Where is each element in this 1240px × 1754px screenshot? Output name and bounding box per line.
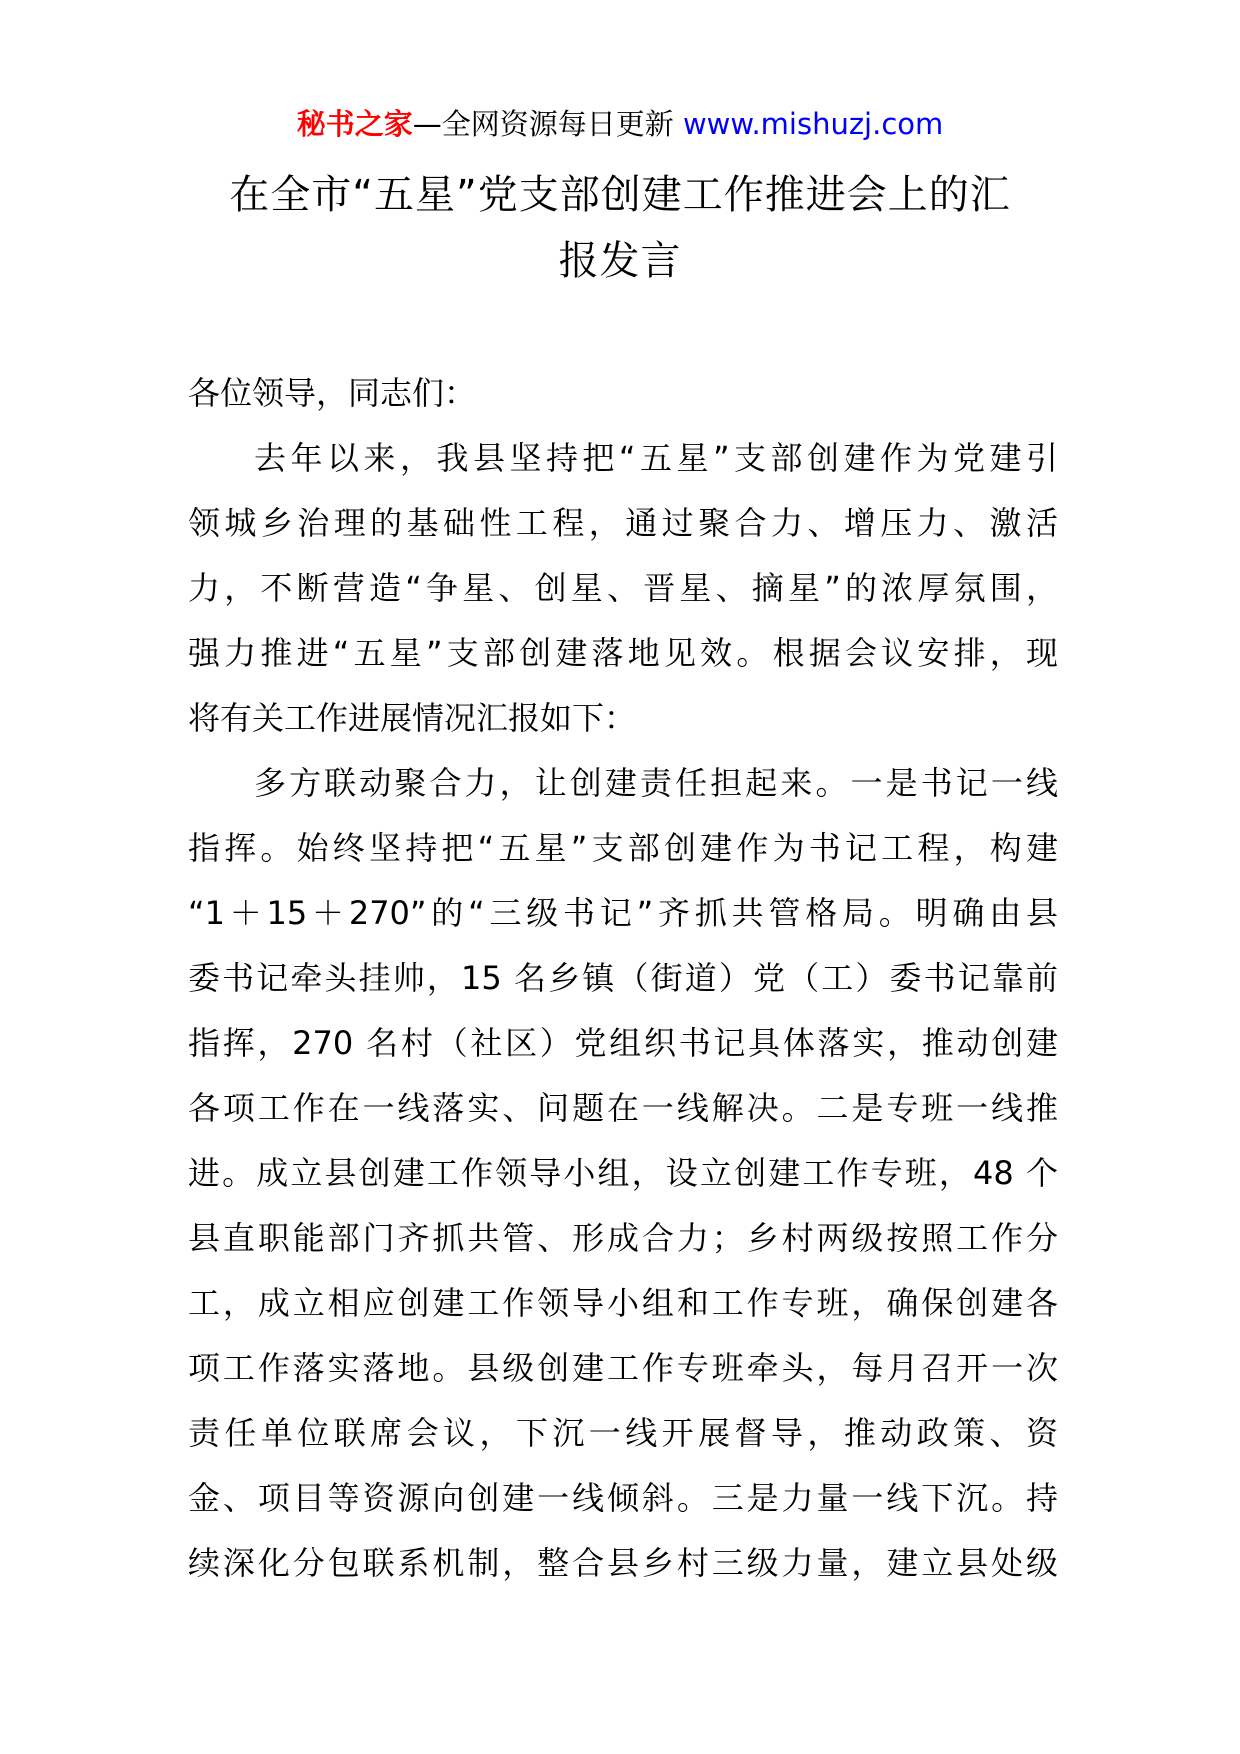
brand-name: 秘书之家 xyxy=(296,107,413,141)
site-header xyxy=(0,104,1240,144)
text-line: 责任单位联席会议，下沉一线开展督导，推动政策、资 xyxy=(188,1414,1058,1452)
text-line: 多方联动聚合力，让创建责任担起来。一是书记一线 xyxy=(254,764,1058,802)
text-line: 工，成立相应创建工作领导小组和工作专班，确保创建各 xyxy=(188,1284,1058,1322)
salutation: 各位领导，同志们： xyxy=(188,374,477,412)
header-slogan: —全网资源每日更新 xyxy=(412,107,674,141)
text-line: 领城乡治理的基础性工程，通过聚合力、增压力、激活 xyxy=(188,504,1058,542)
text-line: 力，不断营造“争星、创星、晋星、摘星”的浓厚氛围， xyxy=(188,569,1058,607)
text-line: 金、项目等资源向创建一线倾斜。三是力量一线下沉。持 xyxy=(188,1479,1058,1517)
text-line: 指挥。始终坚持把“五星”支部创建作为书记工程，构建 xyxy=(188,829,1058,867)
text-line: 将有关工作进展情况汇报如下： xyxy=(188,699,637,737)
document-body xyxy=(188,361,1058,1596)
text-line: 委书记牵头挂帅，15 名乡镇（街道）党（工）委书记靠前 xyxy=(188,959,1058,997)
title-line-2: 报发言 xyxy=(558,238,682,284)
text-line: 指挥，270 名村（社区）党组织书记具体落实，推动创建 xyxy=(188,1024,1058,1062)
text-line: 强力推进“五星”支部创建落地见效。根据会议安排，现 xyxy=(188,634,1058,672)
text-line: 续深化分包联系机制，整合县乡村三级力量，建立县处级 xyxy=(188,1544,1058,1582)
website-link[interactable]: www.mishuzj.com xyxy=(682,107,944,141)
paragraph-section-one xyxy=(188,751,1058,1596)
text-line: 去年以来，我县坚持把“五星”支部创建作为党建引 xyxy=(254,439,1058,477)
text-line: “1＋15＋270”的“三级书记”齐抓共管格局。明确由县 xyxy=(188,894,1058,932)
text-line: 进。成立县创建工作领导小组，设立创建工作专班，48 个 xyxy=(188,1154,1058,1192)
document-title xyxy=(160,162,1080,294)
title-line-1: 在全市“五星”党支部创建工作推进会上的汇 xyxy=(229,172,1011,218)
text-line: 县直职能部门齐抓共管、形成合力；乡村两级按照工作分 xyxy=(188,1219,1058,1257)
text-line: 各项工作在一线落实、问题在一线解决。二是专班一线推 xyxy=(188,1089,1058,1127)
text-line: 项工作落实落地。县级创建工作专班牵头，每月召开一次 xyxy=(188,1349,1058,1387)
paragraph-intro xyxy=(188,426,1058,751)
